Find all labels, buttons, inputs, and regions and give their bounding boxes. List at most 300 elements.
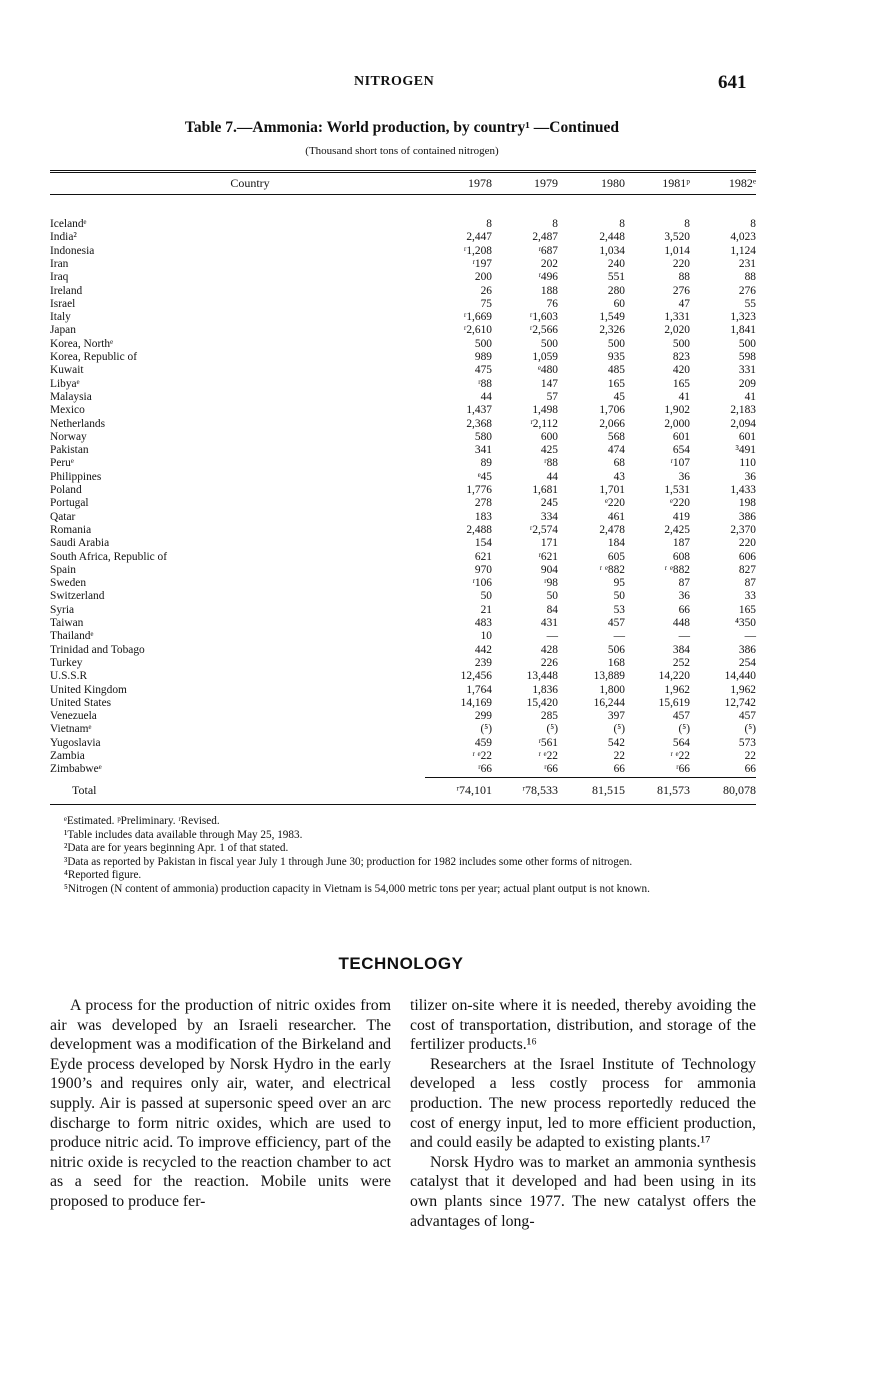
country-name: Peruᵉ [50,457,74,470]
country-cell [50,577,425,590]
table-row [50,524,756,537]
country-name: Iran [50,257,69,270]
table-row [50,710,756,723]
country-name: Iraq [50,271,69,284]
country-cell [50,750,425,763]
value-cell: 573 [738,736,756,749]
value-cell: 75 [480,297,492,310]
value-cell: 254 [738,656,756,669]
country-name: Korea, Northᵉ [50,337,114,350]
country-cell [50,644,425,657]
value-cell: 606 [738,550,756,563]
country-name: Philippines [50,470,102,483]
value-cell: 280 [607,284,625,297]
value-cell: 1,437 [466,404,492,417]
value-cell: 47 [678,297,690,310]
country-name: South Africa, Republic of [50,550,168,563]
value-cell: 2,183 [730,404,756,417]
value-cell: 80,078 [723,783,756,797]
country-name: Romania [50,523,92,536]
table-row [50,271,756,284]
country-cell [50,537,425,550]
value-cell: 10 [480,630,492,643]
value-cell: 89 [480,457,492,470]
value-cell: 1,531 [664,484,690,496]
total-label: Total [72,784,97,797]
value-cell: 45 [613,390,625,403]
table-row [50,670,756,683]
table-row [50,657,756,670]
value-cell: ʳ2,610 [463,324,492,337]
value-cell: ³491 [735,444,756,457]
value-cell: 334 [540,510,558,523]
country-cell [50,378,425,391]
value-cell: 386 [738,510,756,523]
value-cell: 252 [672,656,690,669]
value-cell: 2,488 [466,523,492,536]
country-cell [50,418,425,431]
country-cell [50,457,425,470]
footnote-4: ⁴Reported figure. [64,869,142,881]
table-row [50,497,756,510]
value-cell: 2,478 [599,523,625,536]
value-cell: 13,448 [526,670,558,683]
table-row [50,231,756,244]
country-name: Qatar [50,510,76,523]
table-row [50,577,756,590]
value-cell: ᵉ220 [669,497,690,510]
value-cell: 2,326 [599,324,625,337]
value-cell: 110 [739,457,756,470]
paragraph-continuation: tilizer on-site where it is needed, thereby avoiding the cost of transportation, distribution, and storage of the fertilizer products.¹⁶ [410,997,756,1054]
footnote-5: ⁵Nitrogen (N content of ammonia) production capacity in Vietnam is 54,000 metric tons per year; actual plant output is not known. [64,882,650,895]
value-cell: 459 [474,736,492,749]
country-cell [50,763,425,776]
value-cell: 580 [474,430,492,443]
country-name: India² [50,231,77,244]
value-cell: 500 [474,337,492,350]
table-row [50,258,756,271]
value-cell: 245 [540,497,558,510]
country-name: Thailandᵉ [50,630,94,643]
country-name: Mexico [50,404,85,417]
value-cell: 226 [540,656,558,669]
value-cell: 285 [540,710,558,723]
country-name: Venezuela [50,710,97,723]
country-cell [50,630,425,643]
value-cell: ʳ ᵉ882 [664,563,690,576]
country-name: U.S.S.R [50,670,88,683]
value-cell: ʳ74,101 [456,783,492,797]
country-name: Japan [50,324,76,337]
value-cell: ʳ107 [670,457,690,470]
value-cell: 209 [738,377,756,390]
country-cell [50,524,425,537]
country-name: Zambia [50,750,85,762]
value-cell: 3,520 [664,231,690,244]
value-cell: 220 [738,537,756,550]
value-cell: 76 [546,297,558,310]
value-cell: 276 [738,284,756,297]
value-cell: 60 [613,297,625,310]
table-footnotes [64,815,758,896]
value-cell: — [678,630,690,643]
table-top-rule-double [50,172,756,173]
value-cell: 601 [738,430,756,443]
value-cell: 184 [607,537,625,550]
value-cell: 384 [672,643,690,656]
table-row [50,604,756,617]
value-cell: 1,331 [664,311,690,324]
value-cell: 1,962 [664,683,690,696]
value-cell: 22 [744,750,756,762]
column-header-1982: 1982ᵉ [728,176,756,190]
country-cell [50,697,425,710]
value-cell: 457 [607,617,625,629]
table-row [50,431,756,444]
value-cell: 442 [474,643,492,656]
value-cell: 1,549 [599,311,625,324]
table-top-rule [50,170,756,171]
value-cell: 84 [546,603,558,616]
value-cell: 1,124 [730,244,756,257]
value-cell: 2,020 [664,324,690,337]
value-cell: 15,420 [526,696,558,709]
table-row [50,697,756,710]
value-cell: ʳ561 [538,736,558,749]
value-cell: 431 [540,617,558,629]
footnote-2: ²Data are for years beginning Apr. 1 of that stated. [64,842,289,854]
country-name: Libyaᵉ [50,377,80,390]
table-row [50,684,756,697]
country-name: Sweden [50,577,87,590]
country-cell [50,497,425,510]
value-cell: 1,034 [599,244,625,257]
value-cell: 81,573 [657,783,690,797]
value-cell: ʳ106 [472,577,492,590]
value-cell: 2,066 [599,417,625,430]
value-cell: 26 [480,284,492,297]
value-cell: ʳ2,566 [529,324,558,337]
value-cell: 428 [540,643,558,656]
running-header [0,72,889,96]
value-cell: 2,487 [532,231,558,244]
value-cell: 276 [672,284,690,297]
value-cell: ᵉ45 [477,470,492,483]
country-name: Malaysia [50,390,92,403]
country-cell [50,684,425,697]
value-cell: ʳ1,603 [529,311,558,324]
value-cell: 970 [474,563,492,576]
value-cell: 500 [738,337,756,350]
table-row-total [50,784,756,797]
value-cell: ʳ88 [478,377,492,390]
value-cell: — [546,630,558,643]
country-cell [50,391,425,404]
country-name: United Kingdom [50,683,127,696]
value-cell: 183 [474,510,492,523]
value-cell: 448 [672,617,690,629]
table-row [50,364,756,377]
table-row [50,763,756,776]
table-row [50,324,756,337]
table-row [50,378,756,391]
country-cell [50,245,425,258]
value-cell: 551 [607,271,625,284]
country-name: Syria [50,603,75,616]
value-cell: ʳ ᵉ882 [599,563,625,576]
value-cell: 154 [474,537,492,550]
value-cell: 12,456 [460,670,492,683]
column-header-1980: 1980 [601,176,625,190]
value-cell: (⁵) [678,723,690,736]
country-name: Norway [50,430,87,443]
country-name: Saudi Arabia [50,537,110,550]
country-cell [50,311,425,324]
table-row [50,551,756,564]
table-row [50,298,756,311]
value-cell: 823 [672,351,690,363]
country-cell [50,364,425,377]
value-cell: 36 [678,590,690,603]
value-cell: 231 [738,257,756,270]
value-cell: 14,169 [460,696,492,709]
value-cell: 171 [540,537,558,550]
value-cell: 341 [474,444,492,457]
value-cell: ʳ88 [544,457,558,470]
country-cell [50,404,425,417]
table-row [50,617,756,630]
value-cell: 8 [750,218,756,230]
value-cell: 220 [672,257,690,270]
value-cell: 88 [744,271,756,284]
value-cell: 2,368 [466,417,492,430]
country-name: United States [50,696,112,709]
value-cell: 621 [474,550,492,563]
country-cell [50,657,425,670]
value-cell: 44 [480,390,492,403]
value-cell: 568 [607,430,625,443]
value-cell: 165 [607,377,625,390]
value-cell: 397 [607,710,625,723]
country-cell [50,484,425,497]
value-cell: 601 [672,430,690,443]
value-cell: 457 [738,710,756,723]
value-cell: 542 [607,736,625,749]
value-cell: 88 [678,271,690,284]
value-cell: ᵉ480 [537,364,558,377]
value-cell: ʳ197 [472,257,492,270]
value-cell: 21 [480,603,492,616]
value-cell: 1,841 [730,324,756,337]
value-cell: 1,701 [599,484,625,496]
country-name: Poland [50,484,82,496]
value-cell: (⁵) [613,723,625,736]
country-cell [50,564,425,577]
country-name: Trinidad and Tobago [50,643,145,656]
value-cell: 1,800 [599,683,625,696]
value-cell: 1,902 [664,404,690,417]
country-cell [72,784,425,797]
value-cell: 95 [613,577,625,590]
value-cell: ʳ2,574 [529,523,558,536]
page-number: 641 [718,72,747,93]
value-cell: 202 [540,257,558,270]
country-name: Italy [50,311,71,324]
value-cell: 87 [744,577,756,590]
value-cell: 168 [607,656,625,669]
value-cell: 8 [684,218,690,230]
value-cell: 654 [672,444,690,457]
paragraph: A process for the production of nitric oxides from air was developed by an Israeli researcher. The development was a modification of the Birkeland and Eyde process developed by Norsk Hydro in the early 1900’s and requires only air, water, and electrical supply. Air is passed at supersonic speed over an arc discharge to form nitric oxides, which are used to produce nitric acid. To improve efficiency, part of the nitric oxide is recycled to the reaction chamber to act as a seed for the reaction. Mobile units were proposed to produce fer- [50,997,391,1210]
country-cell [50,604,425,617]
value-cell: ʳ687 [538,244,558,257]
value-cell: ʳ ᵉ22 [538,750,558,762]
value-cell: 419 [672,510,690,523]
table-row [50,391,756,404]
table-row [50,444,756,457]
table-row [50,737,756,750]
table-title: Table 7.—Ammonia: World production, by country¹ —Continued [184,119,620,136]
country-name: Korea, Republic of [50,351,137,363]
country-name: Israel [50,297,76,310]
value-cell: 33 [744,590,756,603]
value-cell: 1,836 [532,683,558,696]
country-cell [50,285,425,298]
footnote-1: ¹Table includes data available through May 25, 1983. [64,828,303,841]
country-cell [50,351,425,364]
value-cell: 66 [613,763,625,776]
value-cell: 564 [672,736,690,749]
value-cell: 386 [738,643,756,656]
table-row [50,311,756,324]
country-cell [50,258,425,271]
value-cell: 1,323 [730,311,756,324]
country-cell [50,324,425,337]
table-row [50,511,756,524]
value-cell: 608 [672,550,690,563]
column-header-1981: 1981ᵖ [662,176,690,190]
value-cell: ʳ1,208 [463,244,492,257]
value-cell: 147 [540,377,558,390]
value-cell: 506 [607,643,625,656]
value-cell: 1,764 [466,683,492,696]
value-cell: 331 [738,364,756,377]
paragraph: Researchers at the Israel Institute of Technology developed a less costly process for ammonia production. The new process reportedly reduced the cost of energy input, led to more efficient production, and could easily be adapted to existing plants.¹⁷ [410,1055,756,1152]
table-row [50,644,756,657]
value-cell: 50 [480,590,492,603]
value-cell: 500 [672,337,690,350]
value-cell: 1,059 [532,351,558,363]
value-cell: 240 [607,257,625,270]
value-cell: 165 [738,603,756,616]
section-heading: TECHNOLOGY [338,954,464,973]
country-name: Spain [50,563,76,576]
value-cell: 66 [678,603,690,616]
value-cell: 485 [607,364,625,377]
value-cell: 50 [613,590,625,603]
value-cell: — [744,630,756,643]
value-cell: 425 [540,444,558,457]
value-cell: 53 [613,603,625,616]
table-header-rule [50,194,756,195]
value-cell: 500 [607,337,625,350]
country-name: Icelandᵉ [50,218,87,230]
value-cell: 43 [613,470,625,483]
value-cell: 598 [738,351,756,363]
value-cell: ʳ66 [544,763,558,776]
table-row [50,404,756,417]
value-cell: 50 [546,590,558,603]
table-row [50,750,756,763]
value-cell: 200 [474,271,492,284]
value-cell: 475 [474,364,492,377]
table-row [50,218,756,231]
value-cell: ᵉ220 [604,497,625,510]
value-cell: 474 [607,444,625,457]
country-cell [50,444,425,457]
table-row [50,590,756,603]
value-cell: 500 [540,337,558,350]
value-cell: (⁵) [480,723,492,736]
table-row [50,484,756,497]
value-cell: 55 [744,297,756,310]
table-row [50,245,756,258]
value-cell: 16,244 [593,696,625,709]
table-subtitle: (Thousand short tons of contained nitrogen) [305,145,499,157]
table-row [50,564,756,577]
value-cell: ʳ ᵉ22 [472,750,492,762]
value-cell: 2,370 [730,523,756,536]
value-cell: ʳ66 [676,763,690,776]
value-cell: 41 [678,390,690,403]
value-cell: ʳ1,669 [463,311,492,324]
country-cell [50,551,425,564]
value-cell: 935 [607,351,625,363]
value-cell: ⁴350 [734,617,756,629]
table-row [50,351,756,364]
country-cell [50,231,425,244]
country-name: Netherlands [50,417,106,430]
country-name: Switzerland [50,590,105,603]
value-cell: 483 [474,617,492,629]
value-cell: 299 [474,710,492,723]
country-name: Pakistan [50,444,89,457]
value-cell: 41 [744,390,756,403]
country-name: Vietnamᵉ [50,723,92,736]
value-cell: (⁵) [744,723,756,736]
value-cell: 1,681 [532,484,558,496]
value-cell: 87 [678,577,690,590]
value-cell: 57 [546,390,558,403]
value-cell: 198 [738,497,756,510]
footnote-3: ³Data as reported by Pakistan in fiscal year July 1 through June 30; production for 1982 includes some other forms of nitrogen. [64,855,633,868]
value-cell: 12,742 [724,696,756,709]
country-name: Zimbabweᵉ [50,763,102,776]
country-cell [50,737,425,750]
country-name: Ireland [50,284,83,297]
value-cell: 15,619 [658,696,690,709]
country-cell [50,511,425,524]
value-cell: 457 [672,710,690,723]
country-name: Yugoslavia [50,736,101,749]
value-cell: 278 [474,497,492,510]
footnote-legend: ᵉEstimated. ᵖPreliminary. ʳRevised. [64,815,220,827]
column-header-1978: 1978 [468,176,492,190]
value-cell: 36 [678,470,690,483]
table-row [50,457,756,470]
value-cell: ʳ98 [544,577,558,590]
